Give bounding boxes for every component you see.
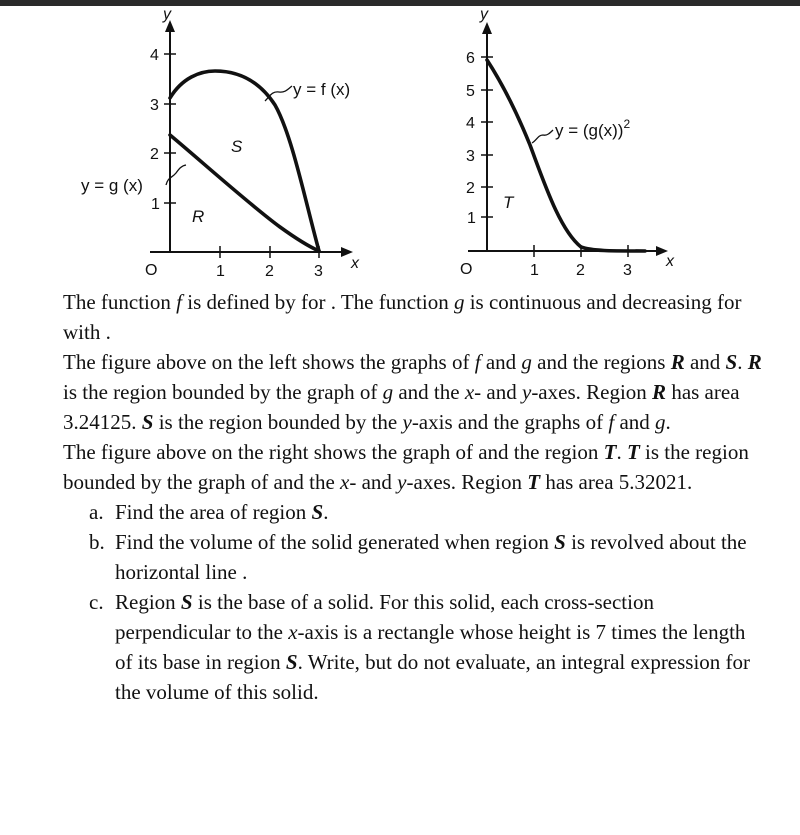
g-squared-label-leader [532,130,553,143]
question-b [63,527,763,587]
p2-var: f [474,350,481,374]
right-x-tick-label-3: 3 [623,262,632,279]
p3-text: . [616,440,627,464]
p2-text: . [737,350,748,374]
p2-text: -axes. Region [531,380,653,404]
right-y-tick-label-4: 4 [466,115,475,132]
p2-var: g [655,410,666,434]
p3-text: The figure above on the right shows the graph of and the region [63,440,604,464]
right-y-tick-label-6: 6 [466,50,475,67]
figure-right [460,6,675,279]
p2-region: R [652,380,667,404]
problem-paragraph-2 [63,347,763,437]
question-list [63,497,763,707]
region-r-label: R [192,207,205,226]
right-y-tick-label-1: 1 [467,210,476,227]
p3-region: T [527,470,541,494]
p1-text: The function [63,290,177,314]
left-x-tick-label-2: 2 [265,263,274,280]
question-letter: a. [89,500,104,524]
p2-var: y [402,410,412,434]
p1-g: g [453,290,465,314]
qc-text: is the base of a solid. For this solid, each cross-section perpendicular to the [115,590,654,644]
p3-text: - and [349,470,398,494]
qa-region: S [311,500,324,524]
p1-text: is defined by for . The function [181,290,454,314]
p2-text: . [665,410,671,434]
question-c [63,587,763,707]
qb-text: Find the volume of the solid generated when region [115,530,555,554]
left-y-tick-label-2: 2 [150,146,159,163]
region-s-label: S [231,137,243,156]
p1-f: f [176,290,182,314]
curve-g-squared-label [555,117,630,140]
p2-text: is the region bounded by the graph of [63,380,383,404]
qa-text: Find the area of region [115,500,312,524]
p3-var: y [397,470,407,494]
qc-text: -axis is a rectangle whose height is 7 times the length of its base in region [115,620,746,674]
right-x-axis-label: x [666,253,674,270]
right-origin-label: O [460,261,473,278]
question-letter: c. [89,590,104,614]
curve-g-squared-label-base: y = (g(x)) [555,121,624,140]
left-y-axis-label: y [163,6,171,23]
p2-region: R [670,350,685,374]
region-t-label: T [503,193,514,212]
problem-paragraph-3 [63,437,763,497]
left-y-tick-label-1: 1 [151,196,160,213]
p2-text: and the [393,380,465,404]
p2-var: x [464,380,475,404]
p2-region: R [747,350,762,374]
left-y-tick-label-4: 4 [150,47,159,64]
right-y-tick-label-3: 3 [466,148,475,165]
question-a [63,497,763,527]
p3-text: is the region bounded by the graph of and the [63,440,749,494]
p3-region: T [626,440,640,464]
p3-region: T [603,440,617,464]
p1-text: is continuous and decreasing for with . [63,290,742,344]
figures [0,0,800,290]
curve-g-squared-label-exponent: 2 [623,117,631,131]
left-x-tick-label-3: 3 [314,263,323,280]
p2-text: and the regions [531,350,671,374]
p3-var: x [340,470,350,494]
curve-f-label: y = f (x) [293,80,351,99]
right-x-tick-label-2: 2 [576,262,585,279]
p3-text: -axes. Region [406,470,528,494]
p2-text: and [480,350,522,374]
qc-region: S [285,650,298,674]
qa-text: . [323,500,329,524]
p2-text: has area 3.24125. [63,380,740,434]
p2-region: S [725,350,738,374]
right-y-tick-label-5: 5 [466,83,475,100]
left-y-tick-label-3: 3 [150,97,159,114]
left-x-tick-label-1: 1 [216,263,225,280]
p2-text: -axis and the graphs of [411,410,609,434]
left-origin-label: O [145,262,158,279]
right-y-arrow-icon [482,22,492,34]
p2-var: g [521,350,532,374]
p2-var: y [521,380,532,404]
qb-region: S [554,530,566,554]
p2-text: and [614,410,656,434]
curve-g [170,135,319,251]
curve-g-squared [487,60,645,251]
figures-svg [0,0,800,290]
right-y-tick-label-2: 2 [466,180,475,197]
qc-region: S [180,590,193,614]
question-letter: b. [89,530,105,554]
curve-g-label: y = g (x) [81,176,143,195]
p2-text: is the region bounded by the [153,410,403,434]
p2-var: f [608,410,615,434]
p2-region: S [141,410,154,434]
qc-var: x [288,620,298,644]
right-y-axis-label: y [480,6,488,23]
p2-text: The figure above on the left shows the graphs of [63,350,475,374]
problem-paragraph-1 [63,287,763,347]
qc-text: Region [115,590,181,614]
qc-text: . Write, but do not evaluate, an integral expression for the volume of this solid. [115,650,751,704]
p2-text: and [684,350,726,374]
figure-left [81,6,360,280]
left-x-axis-label: x [351,255,359,272]
p2-text: - and [474,380,522,404]
qb-text: is revolved about the horizontal line . [115,530,747,584]
p3-text: has area 5.32021. [540,470,693,494]
problem-text [63,287,763,707]
right-x-tick-label-1: 1 [530,262,539,279]
p2-var: g [382,380,394,404]
